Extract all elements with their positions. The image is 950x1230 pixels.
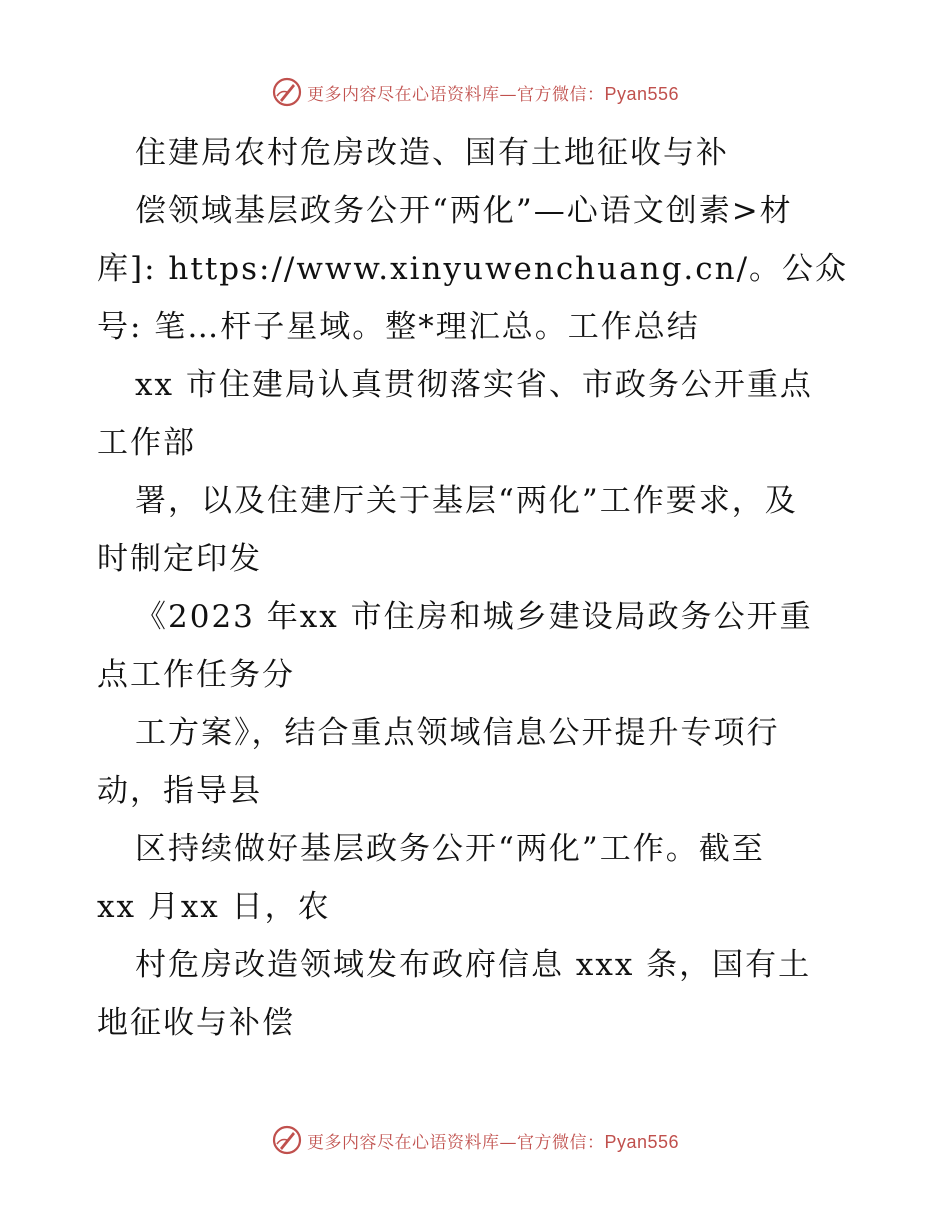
text-line: 署，以及住建厅关于基层“两化”工作要求，及 (135, 483, 798, 519)
text-line: 住建局农村危房改造、国有土地征收与补 (135, 135, 729, 171)
text-line: 库]: https://www.xinyuwenchuang.cn/。公众 (97, 251, 849, 287)
document-body (97, 124, 857, 1052)
watermark-text (307, 80, 679, 105)
text-line: xx 市住建局认真贯彻落实省、市政务公开重点 (135, 367, 813, 403)
text-line: 时制定印发 (97, 541, 262, 577)
text-line: 偿领域基层政务公开“两化”—心语文创素>材 (135, 193, 793, 229)
header-watermark-banner (0, 72, 950, 112)
footer-watermark-banner (0, 1120, 950, 1160)
watermark-text-cn: 更多内容尽在心语资料库—官方微信： (306, 84, 605, 105)
text-line: 《2023 年xx 市住房和城乡建设局政务公开重 (135, 599, 813, 635)
text-line: 号: 笔…杆子星域。整*理汇总。工作总结 (97, 309, 700, 345)
text-line: 点工作任务分 (97, 657, 295, 693)
quill-pen-logo-icon (271, 76, 303, 108)
text-line: 动，指导县 (97, 773, 262, 809)
watermark-text-cn: 更多内容尽在心语资料库—官方微信： (306, 1132, 605, 1153)
text-line: 工作部 (97, 425, 196, 461)
watermark-text (307, 1128, 679, 1153)
text-line: 工方案》，结合重点领域信息公开提升专项行 (135, 715, 780, 751)
text-line: 村危房改造领域发布政府信息 xxx 条，国有土 (135, 947, 812, 983)
text-line: 地征收与补偿 (97, 1005, 295, 1041)
quill-pen-logo-icon (271, 1124, 303, 1156)
text-line: 区持续做好基层政务公开“两化”工作。截至 (135, 831, 765, 867)
watermark-wechat-id: Pyan556 (604, 1131, 680, 1152)
text-line: xx 月xx 日，农 (97, 889, 331, 925)
watermark-wechat-id: Pyan556 (604, 83, 680, 104)
